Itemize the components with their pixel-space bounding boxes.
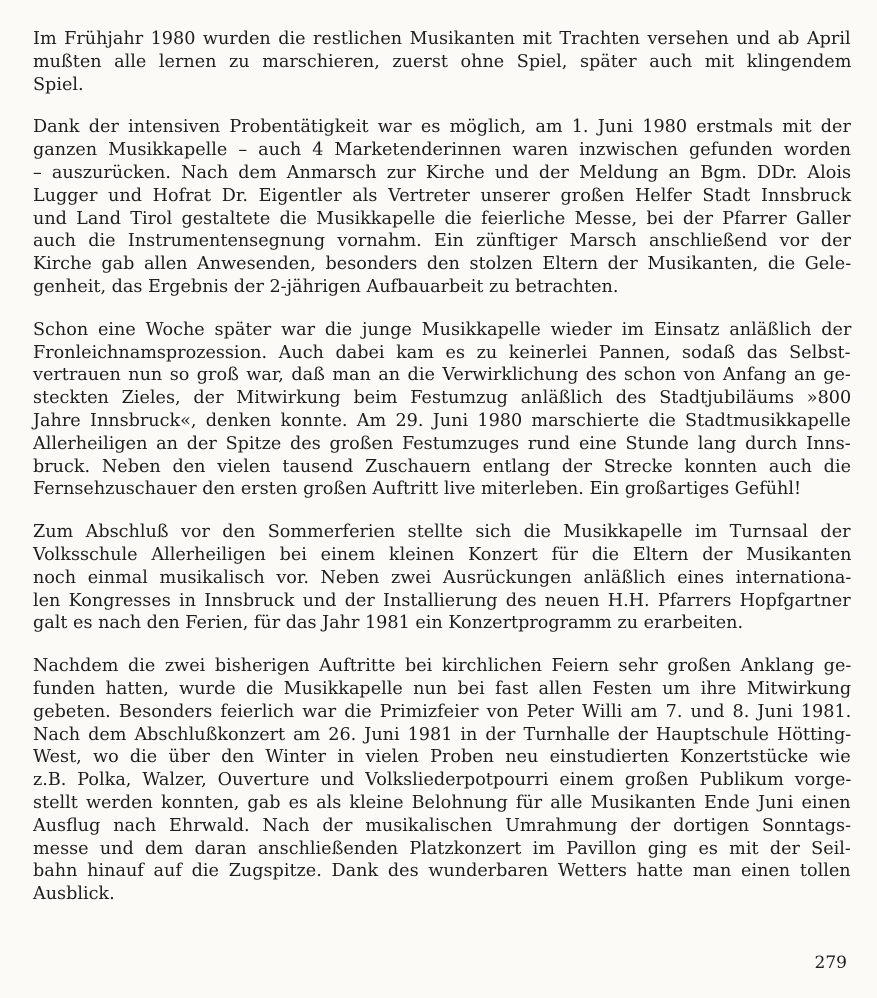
text-line: noch einmal musikalisch vor. Neben zwei Ausrückungen anläßlich eines internationa- — [33, 567, 852, 588]
text-line: Spiel. — [33, 74, 84, 95]
paragraph — [33, 655, 851, 906]
text-line: funden hatten, wurde die Musikkapelle nun bei fast allen Festen um ihre Mitwirkung — [33, 678, 852, 699]
text-line: und Land Tirol gestaltete die Musikkapelle die feierliche Messe, bei der Pfarrer Galler — [33, 208, 851, 229]
text-line: auch die Instrumentensegnung vornahm. Ein zünftiger Marsch anschließend vor der — [33, 231, 851, 252]
text-line: Volksschule Allerheiligen bei einem kleinen Konzert für die Eltern der Musikanten — [33, 544, 852, 565]
paragraph — [33, 319, 851, 501]
paragraph — [33, 521, 851, 635]
text-line: Nachdem die zwei bisherigen Auftritte bei kirchlichen Feiern sehr großen Anklang ge- — [33, 656, 852, 677]
text-line: bahn hinauf auf die Zugspitze. Dank des wunderbaren Wetters hatte man einen tollen — [33, 861, 851, 882]
text-line: mußten alle lernen zu marschieren, zuerst ohne Spiel, später auch mit klingendem — [33, 51, 852, 72]
text-line: Jahre Innsbruck«, denken konnte. Am 29. Juni 1980 marschierte die Stadtmusikkapelle — [33, 410, 851, 431]
text-line: galt es nach den Ferien, für das Jahr 1981 ein Konzertprogramm zu erarbeiten. — [33, 613, 744, 634]
body-text — [33, 28, 851, 926]
text-line: len Kongresses in Innsbruck und der Installierung des neuen H.H. Pfarrers Hopfgartner — [33, 590, 851, 611]
page-number: 279 — [814, 953, 847, 973]
text-line: West, wo die über den Winter in vielen Proben neu einstudierten Konzertstücke wie — [33, 747, 851, 768]
text-line: Zum Abschluß vor den Sommerferien stellte sich die Musikkapelle im Turnsaal der — [33, 522, 851, 543]
text-line: Ausblick. — [33, 884, 115, 905]
text-line: steckten Zieles, der Mitwirkung beim Festumzug anläßlich des Stadtjubiläums »800 — [33, 388, 852, 409]
paragraph — [33, 116, 851, 298]
text-line: ganzen Musikkapelle – auch 4 Marketenderinnen waren inzwischen gefunden worden — [33, 140, 851, 161]
text-line: Schon eine Woche später war die junge Musikkapelle wieder im Einsatz anläßlich der — [33, 319, 852, 340]
text-line: Ausflug nach Ehrwald. Nach der musikalischen Umrahmung der dortigen Sonntags- — [33, 815, 852, 836]
text-line: Allerheiligen an der Spitze des großen Festumzuges rund eine Stunde lang durch Inns- — [33, 433, 851, 454]
text-line: Nach dem Abschlußkonzert am 26. Juni 1981 in der Turnhalle der Hauptschule Hötting- — [33, 724, 852, 745]
text-line: vertrauen nun so groß war, daß man an die Verwirklichung des schon von Anfang an ge- — [33, 365, 851, 386]
text-line: – auszurücken. Nach dem Anmarsch zur Kirche und der Meldung an Bgm. DDr. Alois — [33, 162, 851, 183]
paragraph — [33, 28, 851, 96]
text-line: z.B. Polka, Walzer, Ouverture und Volksliederpotpourri einem großen Publikum vorge- — [33, 770, 852, 791]
text-line: Kirche gab allen Anwesenden, besonders den stolzen Eltern der Musikanten, die Gele- — [33, 254, 852, 275]
text-line: gebeten. Besonders feierlich war die Primizfeier von Peter Willi am 7. und 8. Juni 1981. — [33, 701, 852, 722]
text-line: Fronleichnamsprozession. Auch dabei kam es zu keinerlei Pannen, sodaß das Selbst- — [33, 342, 851, 363]
text-line: Im Frühjahr 1980 wurden die restlichen Musikanten mit Trachten versehen und ab April — [33, 29, 851, 49]
text-line: genheit, das Ergebnis der 2-jährigen Aufbauarbeit zu betrachten. — [33, 276, 619, 297]
text-line: Fernsehzuschauer den ersten großen Auftritt live miterleben. Ein großartiges Gefühl! — [33, 479, 802, 500]
text-line: bruck. Neben den vielen tausend Zuschauern entlang der Strecke konnten auch die — [33, 456, 851, 477]
text-line: messe und dem daran anschließenden Platzkonzert im Pavillon ging es mit der Seil- — [33, 838, 851, 859]
text-line: Dank der intensiven Probentätigkeit war es möglich, am 1. Juni 1980 erstmals mit der — [33, 117, 851, 138]
text-line: stellt werden konnten, gab es als kleine Belohnung für alle Musikanten Ende Juni einen — [33, 792, 851, 813]
text-line: Lugger und Hofrat Dr. Eigentler als Vertreter unserer großen Helfer Stadt Innsbruck — [33, 185, 852, 206]
